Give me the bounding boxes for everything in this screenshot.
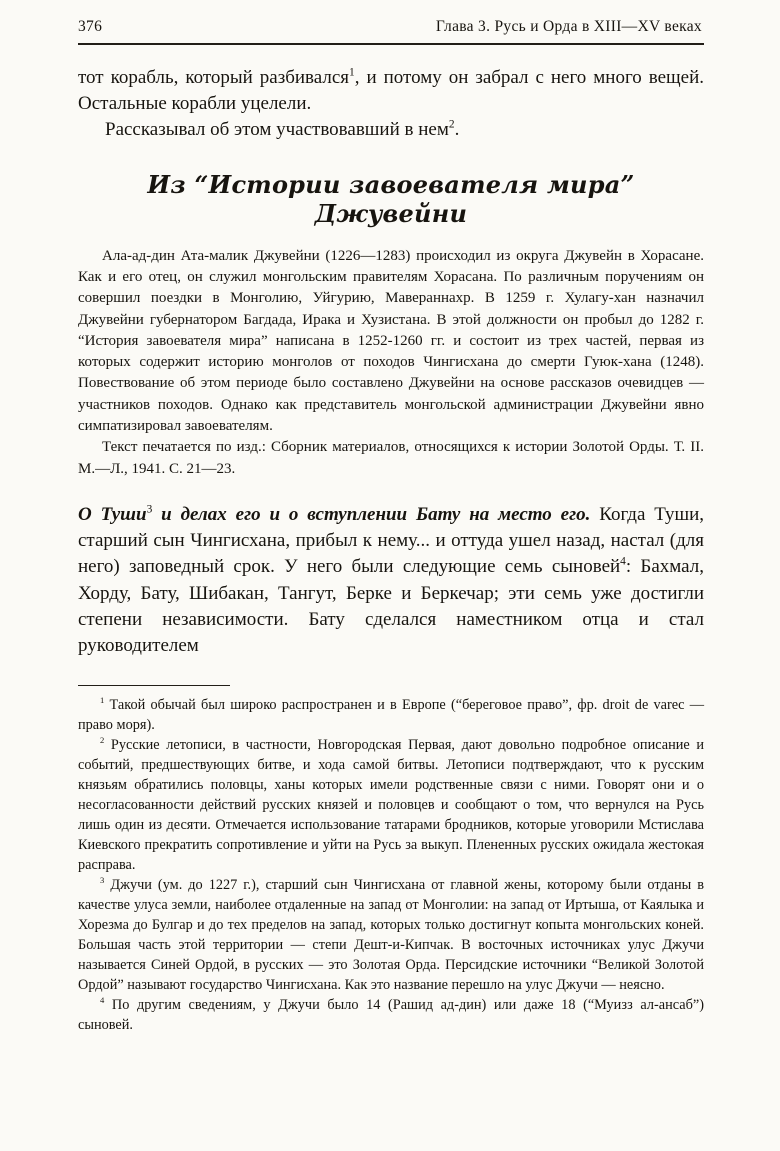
header-rule xyxy=(78,43,704,45)
text-run: : Бахмал, Хорду, Бату, Шибакан, Тангут, Берке и Беркечар; эти семь уже достигли степени независимости. Бату сделался наместником отца и стал руководителем xyxy=(78,556,704,657)
footnote-ref-4: 4 xyxy=(620,556,626,569)
footnote-ref-1: 1 xyxy=(349,66,355,79)
footnote-4 xyxy=(78,995,704,1035)
footnote-text: Такой обычай был широко распространен и в Европе (“береговое право”, фр. droit de varec — право моря). xyxy=(78,697,705,734)
body-paragraph-1 xyxy=(78,65,704,117)
footnotes-block xyxy=(78,695,704,1035)
running-title: Глава 3. Русь и Орда в XIII—XV веках xyxy=(435,18,702,35)
running-header xyxy=(78,16,704,43)
text-run: Когда Туши, старший сын Чингисхана, прибыл к нему... и оттуда ушел назад, настал (для него) заповедный срок. У него были следующие семь сыновей xyxy=(78,503,704,578)
intro-paragraph: Ала-ад-дин Ата-малик Джувейни (1226—1283) происходил из округа Джувейн в Хорасане. Как и его отец, он служил монгольским правителям Хорасана. По различным поручениям он совершил поездки в Монголию, Уйгурию, Мавераннахр. В 1259 г. Хулагу-хан назначил Джувейни губернатором Багдада, Ирака и Хузистана. В этой должности он пробыл до 1282 г. “История завоевателя мира” написана в 1252-1260 гг. и состоит из трех частей, первая из которых содержит историю монголов от походов Чингисхана до смерти Гуюк-хана (1248). Повествование об этом периоде было составлено Джувейни на основе рассказов очевидцев — участников походов. Однако как представитель монгольской администрации Джувейни явно симпатизировал завоевателям. xyxy=(78,247,704,435)
text-run: тот корабль, который разбивался xyxy=(78,67,350,88)
excerpt-paragraph xyxy=(78,502,704,659)
footnote-marker: 2 xyxy=(100,735,105,746)
excerpt-lead-italic: и делах его и о вступлении Бату на место его. xyxy=(152,503,591,525)
footnote-text: По другим сведениям, у Джучи было 14 (Рашид ад-дин) или даже 18 (“Муизз ал-ансаб”) сыновей. xyxy=(78,997,705,1034)
footnote-2 xyxy=(78,735,704,875)
footnote-ref-3: 3 xyxy=(146,503,153,516)
text-run: , и потому он забрал с него много вещей. Остальные корабли уцелели. xyxy=(78,67,704,115)
section-heading: Из “Истории завоевателя мира” Джувейни xyxy=(147,169,635,228)
footnote-1 xyxy=(78,695,704,735)
footnote-text: Русские летописи, в частности, Новгородская Первая, дают довольно подробное описание и событий, предшествующих битве, и хода самой битвы. Летописи подтверждают, что к русским князьям обратились половцы, ханы которых имели родственные связи с ними. Говорят они и о несогласованности действий русских князей и половцев и сообщают о том, что вернулся на Русь лишь один из десяти. Отмечается использование татарами бродников, которые уговорили Мстислава Киевского прекратить сопротивление и уйти на Русь за выкуп. Плененных русских ожидала жестокая расправа. xyxy=(78,737,704,874)
footnote-marker: 1 xyxy=(100,695,105,706)
footnote-3 xyxy=(78,875,704,995)
footnote-marker: 4 xyxy=(100,995,105,1006)
footnote-separator-rule xyxy=(78,685,230,686)
footnote-marker: 3 xyxy=(100,875,105,886)
text-run: . xyxy=(454,119,460,141)
source-note-paragraph: Текст печатается по изд.: Сборник материалов, относящихся к истории Золотой Орды. Т. II. М.—Л., 1941. С. 21—23. xyxy=(78,439,704,477)
footnote-ref-2: 2 xyxy=(448,119,455,132)
body-paragraph-2 xyxy=(78,117,704,143)
text-run: Рассказывал об этом участвовавший в нем xyxy=(105,119,449,141)
excerpt-lead-italic: О Туши xyxy=(78,503,147,525)
footnote-text: Джучи (ум. до 1227 г.), старший сын Чингисхана от главной жены, которому были отданы в качестве улуса земли, наиболее отдаленные на запад от Монголии: на запад от Иртыша, от Каялыка и Хорезма до Булгар и до тех пределов на запад, которых только достигнут копыта монгольских коней. Большая часть этой территории — степи Дешт-и-Кипчак. В восточных источниках улус Джучи называется Синей Ордой, в русских — это Золотая Орда. Персидские источники “Великой Золотой Ордой” называют государство Чингисхана. Как это название перешло на улус Джучи — неясно. xyxy=(78,877,705,994)
page-number: 376 xyxy=(78,18,103,35)
